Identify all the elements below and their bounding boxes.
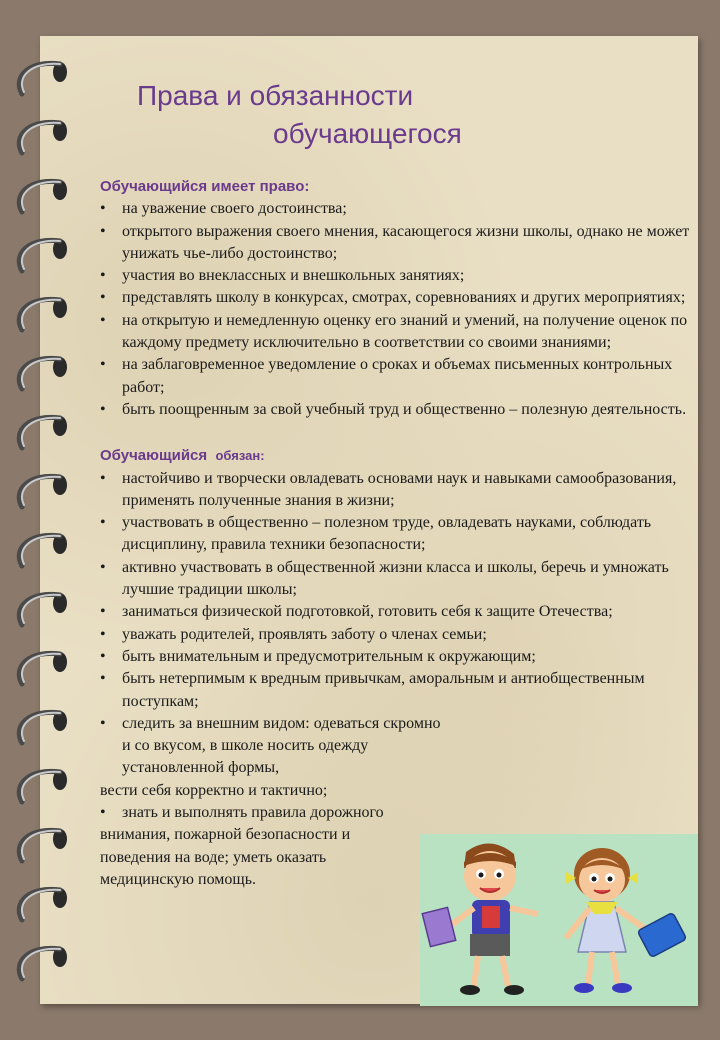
duties-continuation: вести себя корректно и тактично; (100, 781, 328, 799)
rights-list (100, 198, 690, 421)
list-item: • следить за внешним видом: одеваться скромно и со вкусом, в школе носить одежду установленной формы, (100, 713, 452, 780)
text-line: поведения на воде; уметь оказать (100, 848, 327, 866)
text-line: медицинскую помощь. (100, 870, 257, 888)
text-content (100, 176, 690, 891)
list-item: • быть внимательным и предусмотрительным к окружающим; (100, 646, 690, 668)
list-item: • открытого выражения своего мнения, касающегося жизни школы, однако не может унижать чье-либо достоинство; (100, 221, 690, 266)
list-item: • быть нетерпимым к вредным привычкам, аморальным и антиобщественным поступкам; (100, 668, 690, 713)
list-item: • заниматься физической подготовкой, готовить себя к защите Отечества; (100, 601, 690, 623)
text-line: внимания, пожарной безопасности и (100, 826, 351, 844)
list-item: • на уважение своего достоинства; (100, 198, 690, 220)
duties-heading-subject: Обучающийся (100, 447, 208, 465)
list-item: • представлять школу в конкурсах, смотрах, соревнованиях и других мероприятиях; (100, 287, 690, 309)
list-item: • быть поощренным за свой учебный труд и общественно – полезную деятельность. (100, 399, 690, 421)
rights-heading: Обучающийся имеет право: (100, 178, 310, 195)
list-item: • активно участвовать в общественной жизни класса и школы, беречь и умножать лучшие традиции школы; (100, 557, 690, 602)
spiral-binding (0, 50, 80, 1010)
list-item: • участвовать в общественно – полезном труде, овладевать науками, соблюдать дисциплину, правила техники безопасности; (100, 512, 690, 557)
children-illustration (420, 834, 698, 1006)
page-title-line2: обучающегося (273, 118, 462, 149)
duties-list (100, 468, 690, 780)
list-item: • участия во внеклассных и внешкольных занятиях; (100, 265, 690, 287)
list-item: • уважать родителей, проявлять заботу о членах семьи; (100, 624, 690, 646)
list-item: • на открытую и немедленную оценку его знаний и умений, на получение оценок по каждому предмету исключительно в соответствии со своими знаниями; (100, 310, 690, 355)
duties-heading-verb: обязан: (215, 448, 265, 464)
duties-heading (100, 445, 690, 467)
page-title-line1: Права и обязанности (137, 80, 414, 111)
duties-list-tail (100, 802, 690, 824)
list-item: • на заблаговременное уведомление о сроках и объемах письменных контрольных работ; (100, 354, 690, 399)
list-item: • знать и выполнять правила дорожного (100, 802, 690, 824)
list-item: • настойчиво и творчески овладевать основами наук и навыками самообразования, применять полученные знания в жизни; (100, 468, 690, 513)
